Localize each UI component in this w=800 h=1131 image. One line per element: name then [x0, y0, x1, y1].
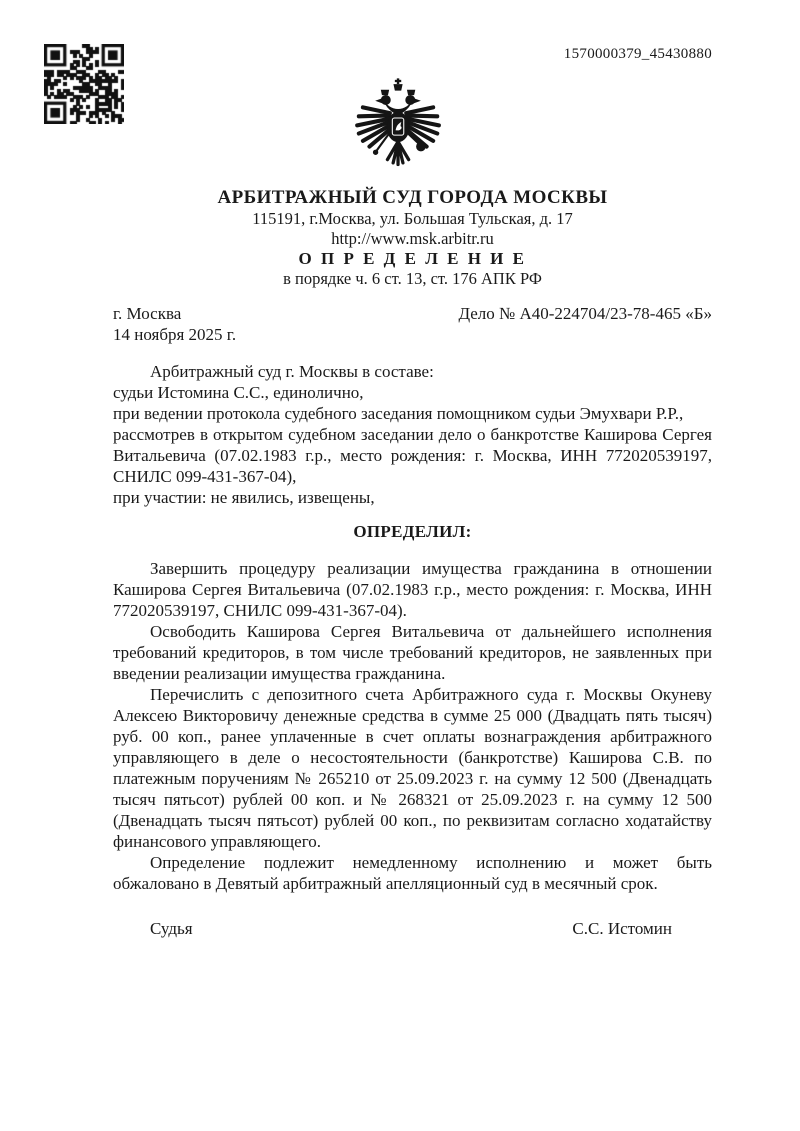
preamble-intro: Арбитражный суд г. Москвы в составе:: [150, 362, 434, 381]
ruling-paragraph: Определение подлежит немедленному исполнению и может быть обжаловано в Девятый арбитражный апелляционный суд в месячный срок.: [113, 853, 712, 893]
russian-coat-of-arms-icon: [349, 76, 447, 182]
place-date-block: [113, 303, 236, 345]
ruling-paragraph: Перечислить с депозитного счета Арбитражного суда г. Москвы Окуневу Алексею Викторовичу денежные средства в сумме 25 000 (Двадцать пять тысяч) руб. 00 коп., ранее уплаченные в счет оплаты вознаграждения арбитражного управляющего в деле о несостоятельности (банкротстве) Каширова С.В. по платежным поручениям № 265210 от 25.09.2023 г. на сумму 12 500 (Двенадцать тысяч пятьсот) рублей 00 коп. и № 268321 от 25.09.2023 г. на сумму 12 500 (Двенадцать тысяч пятьсот) рублей 00 коп., по реквизитам согласно ходатайству финансового управляющего.: [113, 685, 712, 851]
city: г. Москва: [113, 304, 182, 323]
document-id: 1570000379_45430880: [563, 46, 712, 62]
preamble-attendance: при участии: не явились, извещены,: [113, 488, 375, 507]
preamble-protocol: при ведении протокола судебного заседания помощником судьи Эмухвари Р.Р.,: [113, 404, 684, 423]
signature-title: Судья: [150, 919, 193, 938]
ruling-paragraph: Освободить Каширова Сергея Витальевича от дальнейшего исполнения требований кредиторов, в том числе требований кредиторов, не заявленных при введении реализации имущества гражданина.: [113, 622, 712, 683]
court-address: 115191, г.Москва, ул. Большая Тульская, д. 17: [252, 209, 573, 228]
preamble-judge: судьи Истомина С.С., единолично,: [113, 383, 364, 402]
court-name: АРБИТРАЖНЫЙ СУД ГОРОДА МОСКВЫ: [217, 187, 608, 208]
case-number: Дело № А40-224704/23-78-465 «Б»: [458, 304, 712, 323]
ruling-paragraph: Завершить процедуру реализации имущества гражданина в отношении Каширова Сергея Витальевича (07.02.1983 г.р., место рождения: г. Москва, ИНН 772020539197, СНИЛС 099-431-367-04).: [113, 559, 712, 620]
document-type-title: О П Р Е Д Е Л Е Н И Е: [298, 249, 527, 268]
qr-code-icon: [44, 44, 124, 124]
signature-name: С.С. Истомин: [572, 919, 672, 938]
signature-row: [113, 918, 712, 939]
preamble: [113, 361, 712, 508]
document-content: [113, 186, 712, 939]
ruling-heading: ОПРЕДЕЛИЛ:: [353, 522, 472, 541]
date: 14 ноября 2025 г.: [113, 325, 237, 344]
ruling-section: [113, 522, 712, 894]
case-info-row: [113, 303, 712, 345]
document-legal-basis: в порядке ч. 6 ст. 13, ст. 176 АПК РФ: [283, 269, 542, 288]
court-website: http://www.msk.arbitr.ru: [331, 229, 494, 248]
preamble-case: рассмотрев в открытом судебном заседании дело о банкротстве Каширова Сергея Витальевича (07.02.1983 г.р., место рождения: г. Москва, ИНН 772020539197, СНИЛС 099-431-367-04),: [113, 425, 712, 486]
